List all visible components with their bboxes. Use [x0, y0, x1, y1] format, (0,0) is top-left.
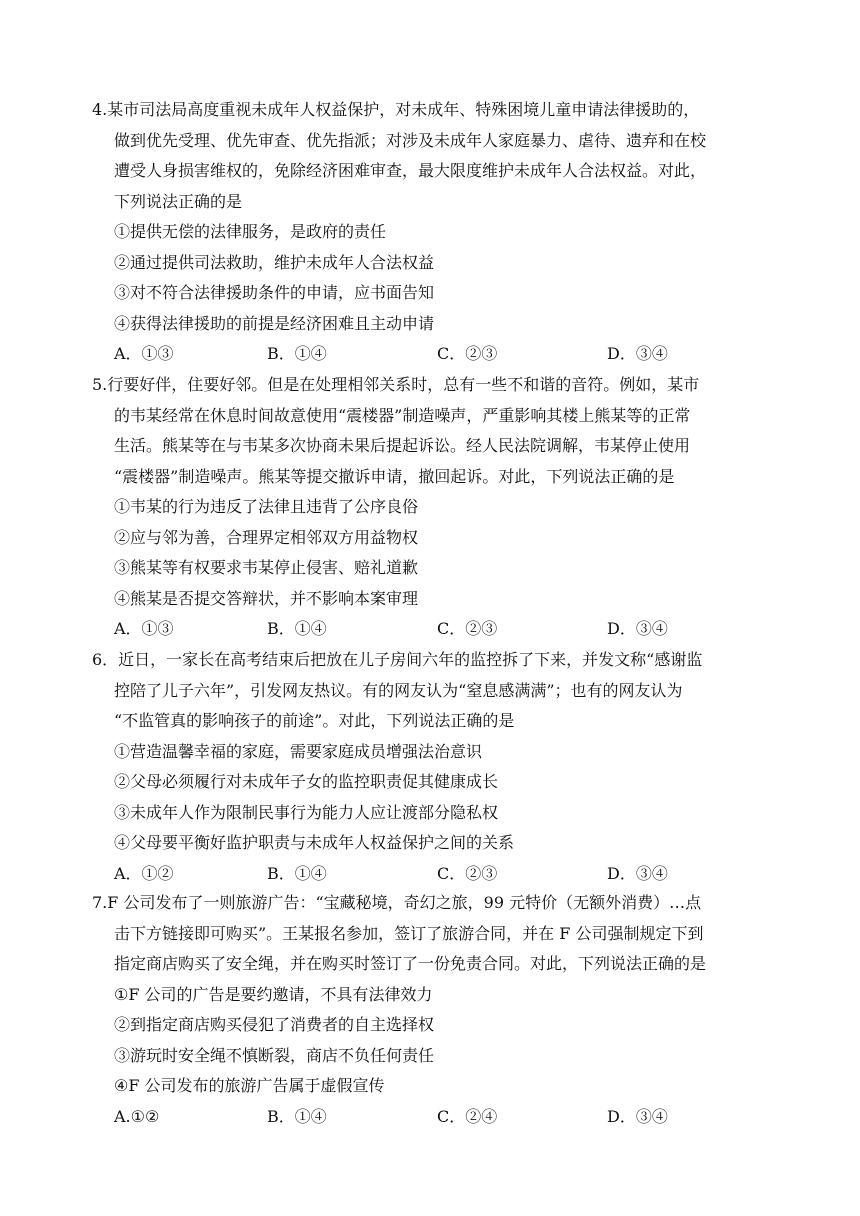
- question-stem-line: 4.某市司法局高度重视未成年人权益保护，对未成年、特殊困境儿童申请法律援助的，: [92, 100, 700, 119]
- question-stem-line: 7.F 公司发布了一则旅游广告：“宝藏秘境，奇幻之旅，99 元特价（无额外消费）…点: [92, 893, 702, 912]
- options-row: [92, 614, 782, 645]
- option-b[interactable]: B．①④: [267, 619, 327, 638]
- statement-3: ③对不符合法律援助条件的申请，应书面告知: [114, 283, 435, 302]
- question-stem-line: “不监管真的影响孩子的前途”。对此，下列说法正确的是: [114, 711, 515, 730]
- question-stem-line: 6．近日，一家长在高考结束后把放在儿子房间六年的监控拆了下来，并发文称“感谢监: [92, 650, 703, 669]
- question-stem-line: 的韦某经常在休息时间故意使用“震楼器”制造噪声，严重影响其楼上熊某等的正常: [114, 405, 691, 425]
- question-stem-line: “震楼器”制造噪声。熊某等提交撤诉申请，撤回起诉。对此，下列说法正确的是: [114, 466, 675, 486]
- option-a[interactable]: A.①②: [114, 1106, 160, 1126]
- options-row: [92, 1102, 782, 1133]
- option-b[interactable]: B．①④: [267, 344, 327, 363]
- option-d[interactable]: D．③④: [607, 344, 668, 363]
- option-b[interactable]: B．①④: [267, 863, 327, 883]
- statement-2: ②到指定商店购买侵犯了消费者的自主选择权: [114, 1015, 435, 1034]
- question-stem-line: 指定商店购买了安全绳，并在购买时签订了一份免责合同。对此，下列说法正确的是: [114, 954, 707, 973]
- question-stem-line: 做到优先受理、优先审查、优先指派；对涉及未成年人家庭暴力、虐待、遗弃和在校: [114, 130, 707, 150]
- option-d[interactable]: D．③④: [607, 619, 668, 638]
- question-6: [92, 645, 782, 889]
- statement-3: ③熊某等有权要求韦某停止侵害、赔礼道歉: [114, 558, 419, 577]
- statement-1: ①F 公司的广告是要约邀请，不具有法律效力: [114, 984, 433, 1004]
- options-row: [92, 339, 782, 370]
- statement-1: ①提供无偿的法律服务，是政府的责任: [114, 222, 387, 241]
- question-5: [92, 370, 782, 645]
- statement-2: ②父母必须履行对未成年子女的监控职责促其健康成长: [114, 772, 499, 791]
- option-b[interactable]: B．①④: [267, 1106, 327, 1126]
- statement-2: ②应与邻为善，合理界定相邻双方用益物权: [114, 527, 419, 547]
- option-a[interactable]: A．①③: [114, 619, 174, 638]
- statement-4: ④父母要平衡好监护职责与未成年人权益保护之间的关系: [114, 833, 515, 852]
- option-d[interactable]: D．③④: [607, 1106, 668, 1126]
- statement-4: ④获得法律援助的前提是经济困难且主动申请: [114, 313, 435, 333]
- question-stem-line: 遭受人身损害维权的，免除经济困难审查，最大限度维护未成年人合法权益。对此，: [114, 161, 707, 180]
- option-c[interactable]: C．②③: [437, 344, 498, 363]
- question-7: [92, 888, 782, 1132]
- statement-3: ③游玩时安全绳不慎断裂，商店不负任何责任: [114, 1045, 435, 1065]
- question-stem-line: 击下方链接即可购买”。王某报名参加，签订了旅游合同，并在 F 公司强制规定下到: [114, 923, 704, 943]
- question-stem-line: 生活。熊某等在与韦某多次协商未果后提起诉讼。经人民法院调解，韦某停止使用: [114, 436, 691, 455]
- option-a[interactable]: A．①③: [114, 344, 174, 363]
- question-4: [92, 95, 782, 370]
- option-a[interactable]: A．①②: [114, 863, 174, 883]
- option-c[interactable]: C．②③: [437, 863, 498, 883]
- statement-4: ④F 公司发布的旅游广告属于虚假宣传: [114, 1076, 385, 1095]
- question-stem-line: 5.行要好伴，住要好邻。但是在处理相邻关系时，总有一些不和谐的音符。例如，某市: [92, 375, 700, 394]
- statement-1: ①营造温馨幸福的家庭，需要家庭成员增强法治意识: [114, 741, 483, 761]
- option-c[interactable]: C．②③: [437, 619, 498, 638]
- options-row: [92, 859, 782, 890]
- question-stem-line: 下列说法正确的是: [114, 191, 243, 211]
- statement-1: ①韦某的行为违反了法律且违背了公序良俗: [114, 497, 419, 516]
- statement-4: ④熊某是否提交答辩状，并不影响本案审理: [114, 588, 419, 608]
- statement-3: ③未成年人作为限制民事行为能力人应让渡部分隐私权: [114, 802, 499, 822]
- question-stem-line: 控陪了儿子六年”，引发网友热议。有的网友认为“窒息感满满”；也有的网友认为: [114, 680, 683, 700]
- statement-2: ②通过提供司法救助，维护未成年人合法权益: [114, 252, 435, 272]
- option-d[interactable]: D．③④: [607, 863, 668, 883]
- option-c[interactable]: C．②④: [437, 1106, 498, 1126]
